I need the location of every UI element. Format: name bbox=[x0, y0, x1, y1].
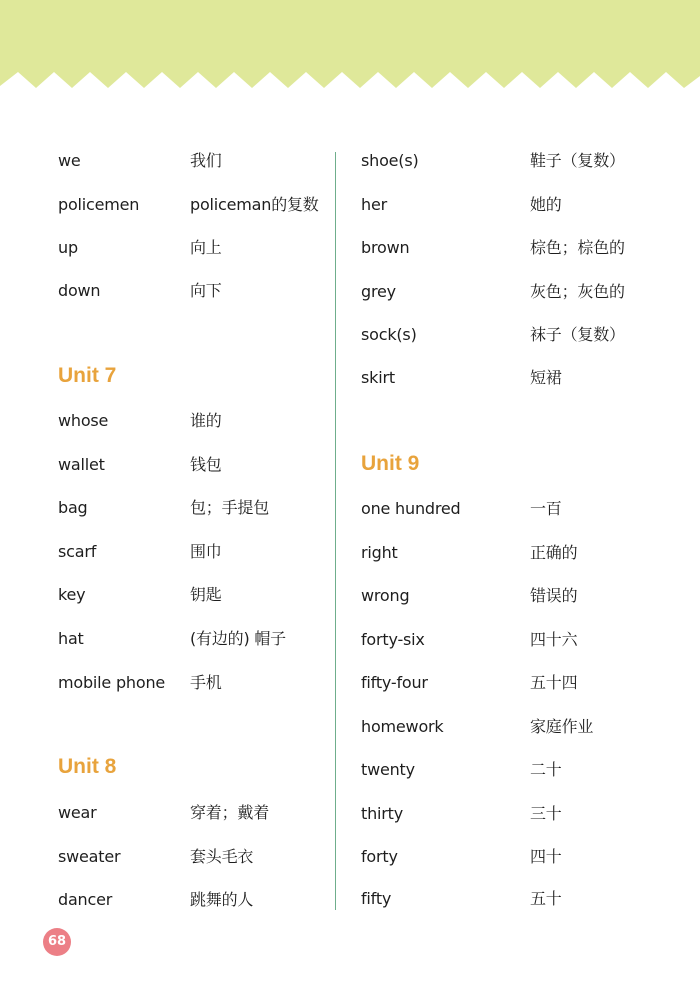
word-en: fifty-four bbox=[361, 673, 428, 692]
page-number-badge: 68 bbox=[43, 928, 71, 956]
word-en: wallet bbox=[58, 455, 105, 474]
word-zh: 正确的 bbox=[530, 543, 578, 562]
zigzag-banner-shape bbox=[0, 0, 700, 88]
unit-7-heading: Unit 7 bbox=[58, 364, 117, 387]
word-en: sock(s) bbox=[361, 325, 417, 344]
word-en: forty bbox=[361, 847, 398, 866]
word-en: her bbox=[361, 195, 387, 214]
word-zh: 跳舞的人 bbox=[190, 890, 254, 909]
word-en: shoe(s) bbox=[361, 151, 419, 170]
word-zh: 四十六 bbox=[530, 630, 578, 649]
word-zh: 她的 bbox=[530, 195, 562, 214]
word-zh: 钥匙 bbox=[190, 585, 222, 604]
word-en: forty-six bbox=[361, 630, 425, 649]
word-zh: 三十 bbox=[530, 804, 562, 823]
word-en: fifty bbox=[361, 889, 392, 908]
word-en: one hundred bbox=[361, 499, 461, 518]
word-zh: 手机 bbox=[190, 673, 222, 692]
word-zh: 套头毛衣 bbox=[190, 847, 254, 866]
word-zh: 一百 bbox=[530, 499, 562, 518]
word-zh: 短裙 bbox=[530, 368, 562, 387]
word-en: homework bbox=[361, 717, 444, 736]
word-zh: 我们 bbox=[190, 151, 222, 170]
word-zh: 袜子（复数） bbox=[530, 325, 625, 344]
word-en: wear bbox=[58, 803, 97, 822]
word-zh: 向下 bbox=[190, 281, 222, 300]
top-banner bbox=[0, 0, 700, 100]
column-divider bbox=[335, 152, 336, 910]
word-zh: 灰色；灰色的 bbox=[530, 282, 625, 301]
word-en: skirt bbox=[361, 368, 395, 387]
word-en: hat bbox=[58, 629, 84, 648]
word-zh: 五十四 bbox=[530, 673, 578, 692]
word-en: brown bbox=[361, 238, 410, 257]
word-en: whose bbox=[58, 411, 109, 430]
word-en: twenty bbox=[361, 760, 415, 779]
word-en: grey bbox=[361, 282, 396, 301]
word-zh: 围巾 bbox=[190, 542, 222, 561]
word-zh: 家庭作业 bbox=[530, 717, 594, 736]
word-zh: (有边的) 帽子 bbox=[190, 629, 286, 648]
word-zh: 鞋子（复数） bbox=[530, 151, 625, 170]
word-zh: 谁的 bbox=[190, 411, 222, 430]
word-zh: 错误的 bbox=[530, 586, 578, 605]
word-en: wrong bbox=[361, 586, 410, 605]
word-zh: 向上 bbox=[190, 238, 222, 257]
unit-9-heading: Unit 9 bbox=[361, 452, 420, 475]
word-en: scarf bbox=[58, 542, 97, 561]
word-en: right bbox=[361, 543, 398, 562]
word-zh: 穿着；戴着 bbox=[190, 803, 270, 822]
word-zh: 二十 bbox=[530, 760, 562, 779]
word-zh: 包；手提包 bbox=[190, 498, 270, 517]
word-zh: 钱包 bbox=[190, 455, 222, 474]
word-en: up bbox=[58, 238, 78, 257]
word-zh: 四十 bbox=[530, 847, 562, 866]
word-en: we bbox=[58, 151, 81, 170]
word-zh: policeman的复数 bbox=[190, 195, 319, 214]
word-en: key bbox=[58, 585, 86, 604]
word-en: down bbox=[58, 281, 101, 300]
word-zh: 棕色；棕色的 bbox=[530, 238, 625, 257]
word-en: mobile phone bbox=[58, 673, 166, 692]
word-zh: 五十 bbox=[530, 889, 562, 908]
word-en: thirty bbox=[361, 804, 403, 823]
word-en: dancer bbox=[58, 890, 113, 909]
word-en: policemen bbox=[58, 195, 140, 214]
word-en: sweater bbox=[58, 847, 121, 866]
word-en: bag bbox=[58, 498, 88, 517]
unit-8-heading: Unit 8 bbox=[58, 755, 117, 778]
